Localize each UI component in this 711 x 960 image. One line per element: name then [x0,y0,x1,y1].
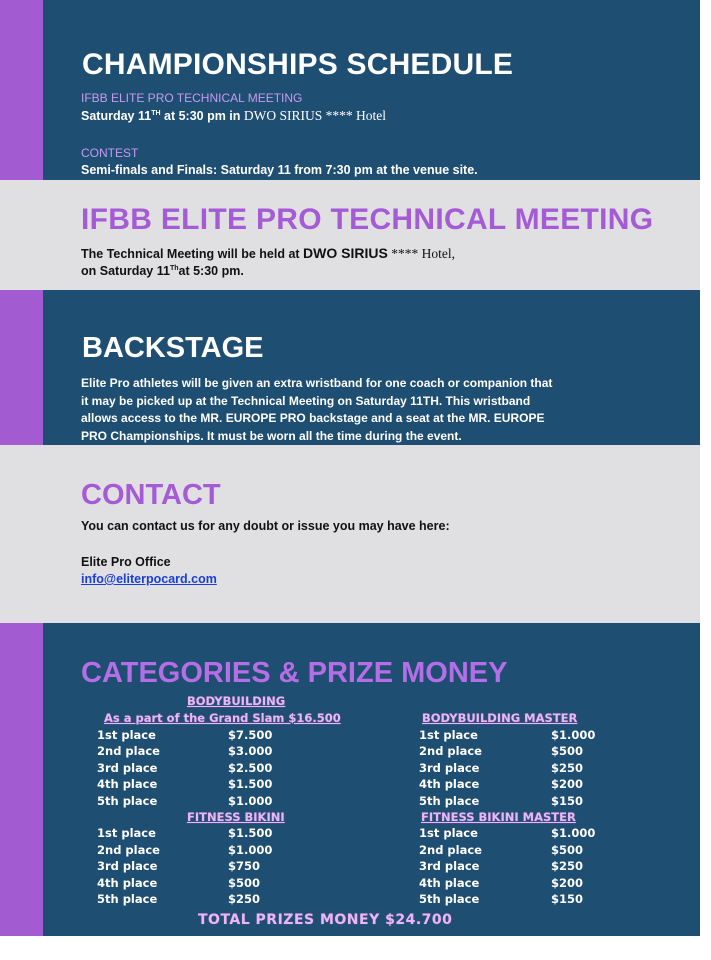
technical-venue: DWO SIRIUS [303,245,388,261]
technical-meeting-section [0,180,700,290]
place-label: 2nd place [97,843,160,857]
bodybuilding-master-heading: BODYBUILDING MASTER [422,711,578,725]
technical-line-1-prefix: The Technical Meeting will be held at [81,247,304,261]
backstage-line: it may be picked up at the Technical Meeting on Saturday 11TH. This wristband [81,393,531,408]
accent-bar [0,0,43,180]
place-label: 1st place [419,826,478,840]
prize-value: $1.500 [228,777,273,791]
bodybuilding-heading: BODYBUILDING [187,694,286,708]
backstage-line: PRO Championships. It must be worn all the time during the event. [81,428,462,443]
prize-value: $1.000 [551,728,596,742]
total-prize-money: TOTAL PRIZES MONEY $24.700 [198,912,453,928]
prize-value: $500 [228,876,261,890]
place-label: 3rd place [97,761,158,775]
prize-value: $150 [551,794,584,808]
categories-section [0,623,700,936]
place-label: 2nd place [419,744,482,758]
bodybuilding-subheading: As a part of the Grand Slam $16.500 [104,711,341,725]
prize-value: $200 [551,777,584,791]
prize-value: $1.000 [228,794,273,808]
place-label: 2nd place [97,744,160,758]
place-label: 4th place [97,876,158,890]
prize-value: $150 [551,892,584,906]
contact-intro: You can contact us for any doubt or issue you may have here: [81,519,450,533]
meeting-day-suffix: TH [151,109,161,117]
backstage-section [0,290,700,445]
meeting-time: at 5:30 pm in [160,109,241,123]
technical-day-suffix: Th [169,264,179,272]
prize-value: $1.000 [228,843,273,857]
prize-value: $2.500 [228,761,273,775]
place-label: 1st place [97,826,156,840]
schedule-title: CHAMPIONSHIPS SCHEDULE [82,48,514,81]
contact-title: CONTACT [81,479,221,511]
meeting-label: IFBB ELITE PRO TECHNICAL MEETING [81,91,303,105]
backstage-paragraph [81,375,653,445]
accent-bar [0,290,43,445]
prize-value: $250 [551,761,584,775]
place-label: 1st place [419,728,478,742]
technical-day: on Saturday 11 [81,264,170,278]
place-label: 3rd place [419,761,480,775]
accent-bar [0,623,43,936]
meeting-day: Saturday 11 [81,109,152,123]
place-label: 3rd place [97,859,158,873]
place-label: 5th place [419,794,480,808]
prize-value: $1.000 [551,826,596,840]
technical-title: IFBB ELITE PRO TECHNICAL MEETING [81,203,654,236]
place-label: 2nd place [419,843,482,857]
prize-value: $1.500 [228,826,273,840]
place-label: 4th place [419,777,480,791]
technical-line-2 [81,264,244,278]
contest-line: Semi-finals and Finals: Saturday 11 from 7:30 pm at the venue site. [81,163,478,177]
prize-value: $750 [228,859,261,873]
technical-hotel: **** Hotel, [391,246,456,261]
place-label: 5th place [97,794,158,808]
contact-office: Elite Pro Office [81,555,171,569]
contest-label: CONTEST [81,146,139,160]
prize-value: $250 [551,859,584,873]
meeting-line [81,108,386,124]
prize-value: $500 [551,843,584,857]
contact-email-link[interactable]: info@eliterpocard.com [81,572,217,586]
prize-value: $250 [228,892,261,906]
technical-time: at 5:30 pm. [178,264,244,278]
place-label: 4th place [419,876,480,890]
place-label: 5th place [419,892,480,906]
backstage-line: Elite Pro athletes will be given an extra wristband for one coach or companion that [81,376,553,390]
meeting-venue: DWO SIRIUS **** Hotel [243,108,387,123]
categories-title: CATEGORIES & PRIZE MONEY [81,657,508,689]
backstage-line: allows access to the MR. EUROPE PRO backstage and a seat at the MR. EUROPE [81,411,545,425]
place-label: 3rd place [419,859,480,873]
contact-section [0,445,700,623]
backstage-title: BACKSTAGE [82,332,264,364]
prize-value: $3.000 [228,744,273,758]
place-label: 5th place [97,892,158,906]
schedule-section [0,0,700,180]
prize-value: $7.500 [228,728,273,742]
fitness-bikini-heading: FITNESS BIKINI [187,810,285,824]
technical-line-1 [81,245,455,262]
place-label: 4th place [97,777,158,791]
place-label: 1st place [97,728,156,742]
prize-value: $500 [551,744,584,758]
prize-value: $200 [551,876,584,890]
fitness-bikini-master-heading: FITNESS BIKINI MASTER [421,810,576,824]
